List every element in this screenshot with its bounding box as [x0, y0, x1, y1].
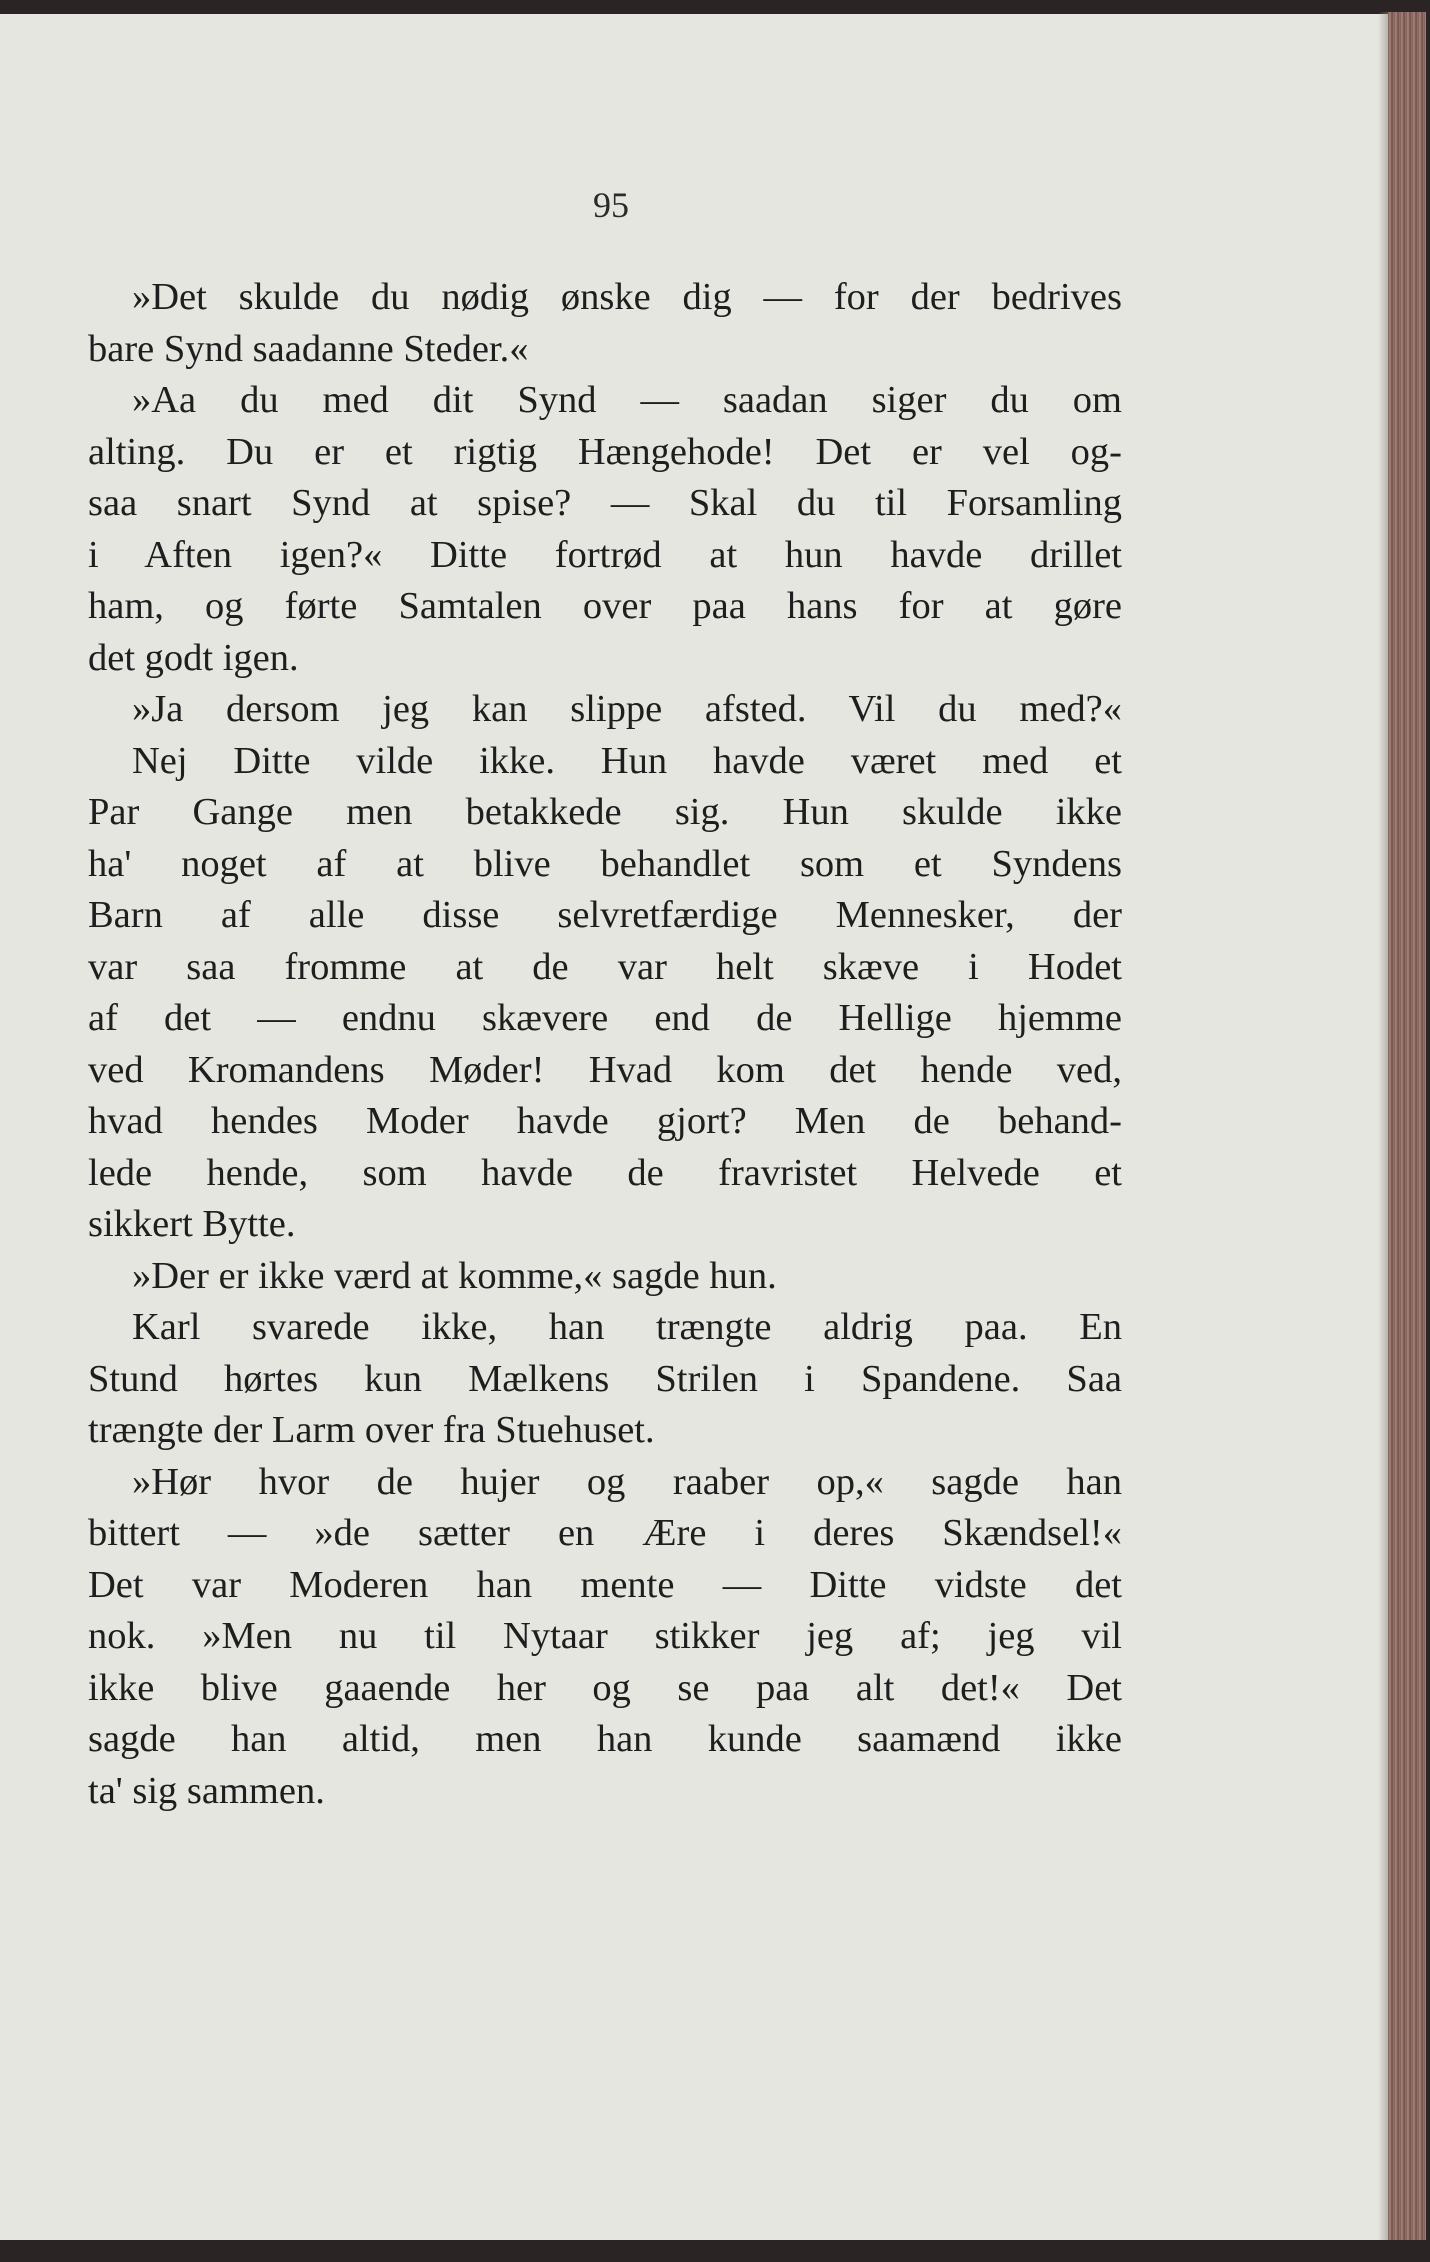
- text-line: i Aften igen?« Ditte fortrød at hun havde drillet: [88, 533, 1122, 576]
- text-line: ha' noget af at blive behandlet som et Syndens: [88, 842, 1122, 885]
- text-line: ikke blive gaaende her og se paa alt det!« Det: [88, 1666, 1122, 1709]
- text-line: lede hende, som havde de fravristet Helvede et: [88, 1151, 1122, 1194]
- text-line: Barn af alle disse selvretfærdige Mennesker, der: [88, 894, 1122, 936]
- text-line: af det — endnu skævere end de Hellige hjemme: [88, 997, 1122, 1039]
- text-line: sikkert Bytte.: [88, 1203, 296, 1245]
- text-line: sagde han altid, men han kunde saamænd ikke: [88, 1718, 1122, 1760]
- scan-border: [0, 2240, 1430, 2262]
- text-line: bittert — »de sætter en Ære i deres Skændsel!«: [88, 1512, 1122, 1554]
- text-line: det godt igen.: [88, 636, 299, 679]
- book-page: [0, 14, 1406, 2240]
- text-line: bare Synd saadanne Steder.«: [88, 327, 529, 370]
- text-line: »Aa du med dit Synd — saadan siger du om: [132, 379, 1122, 421]
- text-line: ham, og førte Samtalen over paa hans for at gøre: [88, 585, 1122, 627]
- text-line: hvad hendes Moder havde gjort? Men de behand-: [88, 1100, 1122, 1142]
- text-line: »Ja dersom jeg kan slippe afsted. Vil du med?«: [132, 688, 1122, 730]
- text-line: Nej Ditte vilde ikke. Hun havde været med et: [132, 739, 1122, 782]
- text-line: »Der er ikke værd at komme,« sagde hun.: [132, 1254, 777, 1297]
- text-line: »Hør hvor de hujer og raaber op,« sagde han: [132, 1460, 1122, 1503]
- text-line: saa snart Synd at spise? — Skal du til Forsamling: [88, 482, 1122, 524]
- text-line: Stund hørtes kun Mælkens Strilen i Spandene. Saa: [88, 1357, 1122, 1400]
- book-page-edges: [1388, 12, 1426, 2242]
- text-line: »Det skulde du nødig ønske dig — for der bedrives: [132, 276, 1122, 318]
- body-text: [88, 272, 1122, 1817]
- text-line: trængte der Larm over fra Stuehuset.: [88, 1409, 655, 1451]
- page-number: 95: [593, 185, 629, 225]
- text-line: Det var Moderen han mente — Ditte vidste det: [88, 1563, 1122, 1606]
- text-line: alting. Du er et rigtig Hængehode! Det er vel og-: [88, 430, 1122, 473]
- text-line: ved Kromandens Møder! Hvad kom det hende ved,: [88, 1048, 1122, 1091]
- text-line: nok. »Men nu til Nytaar stikker jeg af; jeg vil: [88, 1615, 1122, 1657]
- text-line: Par Gange men betakkede sig. Hun skulde ikke: [88, 791, 1122, 833]
- text-line: var saa fromme at de var helt skæve i Hodet: [88, 945, 1122, 988]
- text-line: ta' sig sammen.: [88, 1769, 325, 1812]
- text-line: Karl svarede ikke, han trængte aldrig paa. En: [132, 1306, 1122, 1348]
